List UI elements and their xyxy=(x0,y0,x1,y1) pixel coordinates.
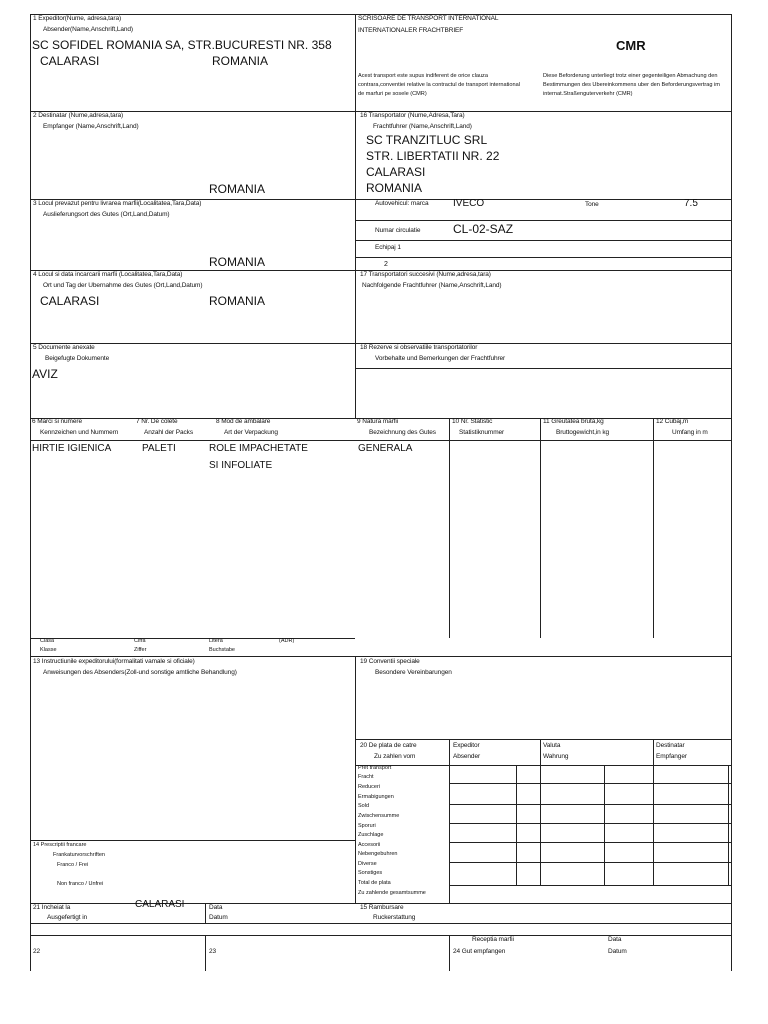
adr-letter-de: Buchstabe xyxy=(209,647,235,653)
instructions-label: 13 Instructiunile expeditorului(formalitati vamale si oficiale) xyxy=(33,658,195,665)
documents-label: 5 Documente anexate xyxy=(33,344,95,351)
loading-label-de: Ort und Tag der Ubernahme des Gutes (Ort,Land,Datum) xyxy=(43,282,203,289)
established-label-de: Ausgefertigt in xyxy=(47,914,88,921)
special-label: 19 Conventii speciale xyxy=(360,658,420,665)
carrier-street: STR. LIBERTATII NR. 22 xyxy=(366,149,500,163)
title-de: INTERNATIONALER FRACHTBRIEF xyxy=(358,27,464,34)
pay-row-balance-de: Zwischensumme xyxy=(358,813,400,819)
pay-row-total: Total de plata xyxy=(358,880,391,886)
payment-label: 20 De plata de catre xyxy=(360,742,417,749)
adr-class-de: Klasse xyxy=(40,647,57,653)
col-statistic: 10 Nr. Statistic xyxy=(452,418,493,425)
payment-consignee-de: Empfanger xyxy=(656,753,687,760)
receipt-date-de: Datum xyxy=(608,948,627,955)
carrier-label-de: Frachtfuhrer (Name,Anschrift,Land) xyxy=(373,123,472,130)
nonfranco-option: Non franco / Unfrei xyxy=(57,881,104,887)
payment-sender-de: Absender xyxy=(453,753,481,760)
delivery-label-de: Auslieferungsort des Gutes (Ort,Land,Datum) xyxy=(43,211,170,218)
col-packing-de: Art der Verpackung xyxy=(224,429,278,436)
vehicle-tons-label: Tone xyxy=(585,201,599,208)
documents-value: AVIZ xyxy=(32,367,58,381)
goods-packing-1: ROLE IMPACHETATE xyxy=(209,443,308,454)
franco-option: Franco / Frei xyxy=(57,862,89,868)
special-label-de: Besondere Vereinbarungen xyxy=(375,669,452,676)
loading-city: CALARASI xyxy=(40,294,100,308)
col-marks-de: Kennzeichen und Nummern xyxy=(40,429,119,436)
pay-row-accessories-de: Nebengebuhren xyxy=(358,851,398,857)
col-packing: 8 Mod de ambalare xyxy=(216,418,271,425)
sender-label: 1 Expeditor(Nume, adresa,tara) xyxy=(33,15,122,22)
sender-country: ROMANIA xyxy=(212,54,269,68)
established-date-de: Datum xyxy=(209,914,228,921)
adr-class: Clasa xyxy=(40,638,55,644)
payment-label-de: Zu zahlen vom xyxy=(374,753,416,760)
col-packages-de: Anzahl der Packs xyxy=(144,429,193,436)
established-date: Data xyxy=(209,904,223,911)
goods-nature: GENERALA xyxy=(358,443,413,454)
carrier-country: ROMANIA xyxy=(366,181,423,195)
plate-number: CL-02-SAZ xyxy=(453,222,514,236)
col-nature: 9 Natura marfii xyxy=(357,418,399,425)
successive-label: 17 Transportatori succesivi (Nume,adresa,tara) xyxy=(360,271,491,278)
successive-label-de: Nachfolgende Frachtfuhrer (Name,Anschrift,Land) xyxy=(362,282,502,289)
documents-label-de: Beigefugte Dokumente xyxy=(45,355,110,362)
pay-row-total-de: Zu zahlende gesamtsumme xyxy=(358,890,426,896)
cmr-title: CMR xyxy=(616,38,646,53)
col-nature-de: Bezeichnung des Gutes xyxy=(369,429,436,436)
box-22: 22 xyxy=(33,948,41,955)
crew-2: 2 xyxy=(384,261,388,268)
goods-marks: HIRTIE IGIENICA xyxy=(32,443,112,454)
adr-digit-de: Ziffer xyxy=(134,647,147,653)
col-volume-de: Umfang in m xyxy=(672,429,708,436)
consignee-label: 2 Destinatar (Nume,adresa,tara) xyxy=(33,112,124,119)
carrier-name: SC TRANZITLUC SRL xyxy=(366,133,488,147)
carrier-label: 16 Transportator (Nume,Adresa,Tara) xyxy=(360,112,465,119)
pay-row-freight: Pret transport xyxy=(358,765,392,771)
reservations-label-de: Vorbehalte und Bemerkungen der Frachtfuhrer xyxy=(375,355,506,362)
pay-row-reductions-de: Ermabigungen xyxy=(358,794,394,800)
col-weight-de: Bruttogewicht,in kg xyxy=(556,429,610,436)
reservations-label: 18 Rezerve si observatiile transportatorilor xyxy=(360,344,478,351)
adr-label: (ADR) xyxy=(279,638,295,644)
cod-label: 15 Rambursare xyxy=(360,904,404,911)
loading-country: ROMANIA xyxy=(209,294,266,308)
vehicle-tons: 7.5 xyxy=(684,198,698,209)
goods-packages: PALETI xyxy=(142,443,176,454)
adr-letter: Litera xyxy=(209,638,223,644)
goods-packing-2: SI INFOLIATE xyxy=(209,460,273,471)
col-statistic-de: Statistiknummer xyxy=(459,429,505,436)
receipt-date: Data xyxy=(608,936,622,943)
pay-row-reductions: Reduceri xyxy=(358,784,381,790)
note-ro: Acest transport este supus indiferent de orice clauza contrara,conventiei relative la contractul de transport international de marfuri pe sosele (CMR) xyxy=(358,73,520,97)
col-weight: 11 Greutatea bruta,kg xyxy=(543,418,604,425)
pay-row-misc: Diverse xyxy=(358,861,377,867)
payment-currency: Valuta xyxy=(543,742,561,749)
pay-row-supplements: Sporuri xyxy=(358,823,376,829)
payment-sender: Expeditor xyxy=(453,742,480,749)
payment-consignee: Destinatar xyxy=(656,742,685,749)
delivery-country: ROMANIA xyxy=(209,255,266,269)
instructions-label-de: Anweisungen des Absenders(Zoll-und sonstige amtliche Behandlung) xyxy=(43,669,237,676)
plate-label: Numar circulatie xyxy=(375,227,421,234)
pay-row-misc-de: Sonstiges xyxy=(358,870,383,876)
carrier-city: CALARASI xyxy=(366,165,426,179)
cod-label-de: Ruckerstattung xyxy=(373,914,416,921)
established-label: 21 Incheiat la xyxy=(33,904,71,911)
consignee-label-de: Empfanger (Name,Anschrift,Land) xyxy=(43,123,139,130)
vehicle-make: IVECO xyxy=(453,198,485,209)
crew-label: Echipaj 1 xyxy=(375,244,401,251)
adr-digit: Cifra xyxy=(134,638,146,644)
pay-row-freight-de: Fracht xyxy=(358,774,374,780)
sender-city: CALARASI xyxy=(40,54,100,68)
col-marks: 6 Marci si numere xyxy=(32,418,82,425)
box-23: 23 xyxy=(209,948,217,955)
sender-label-de: Absender(Name,Anschrift,Land) xyxy=(43,26,133,33)
col-packages: 7 Nr. De colete xyxy=(136,418,178,425)
loading-label: 4 Locul si data incarcarii marfii (Localitatea,Tara,Data) xyxy=(33,271,183,278)
note-de: Diese Beforderung unterliegt trotz einer gegenteiligen Abmachung den Bestimmungen des Ubereinkommens uber den Beforderungsvertrag im internat.Straßenguterverkehr (CMR) xyxy=(543,73,720,97)
pay-row-balance: Sold xyxy=(358,803,370,809)
title-ro: SCRISOARE DE TRANSPORT INTERNATIONAL xyxy=(358,15,499,22)
established-place: CALARASI xyxy=(135,899,185,910)
consignee-country: ROMANIA xyxy=(209,182,266,196)
col-volume: 12 Cubaj,m xyxy=(656,418,689,425)
franking-label-de: Frankaturvorschriften xyxy=(53,852,105,858)
receipt-label-de: 24 Gut empfangen xyxy=(453,948,506,955)
receipt-label: Receptia marfii xyxy=(472,936,514,943)
delivery-label: 3 Locul prevazut pentru livrarea marfii(Localitatea,Tara,Data) xyxy=(33,200,202,207)
vehicle-make-label: Autovehicul: marca xyxy=(375,200,429,207)
payment-currency-de: Wahrung xyxy=(543,753,569,760)
franking-label: 14 Prescriptii francare xyxy=(33,842,87,848)
sender-address: SC SOFIDEL ROMANIA SA, STR.BUCURESTI NR. 358 xyxy=(32,38,332,52)
pay-row-accessories: Accesorii xyxy=(358,842,381,848)
pay-row-supplements-de: Zuschlage xyxy=(358,832,384,838)
